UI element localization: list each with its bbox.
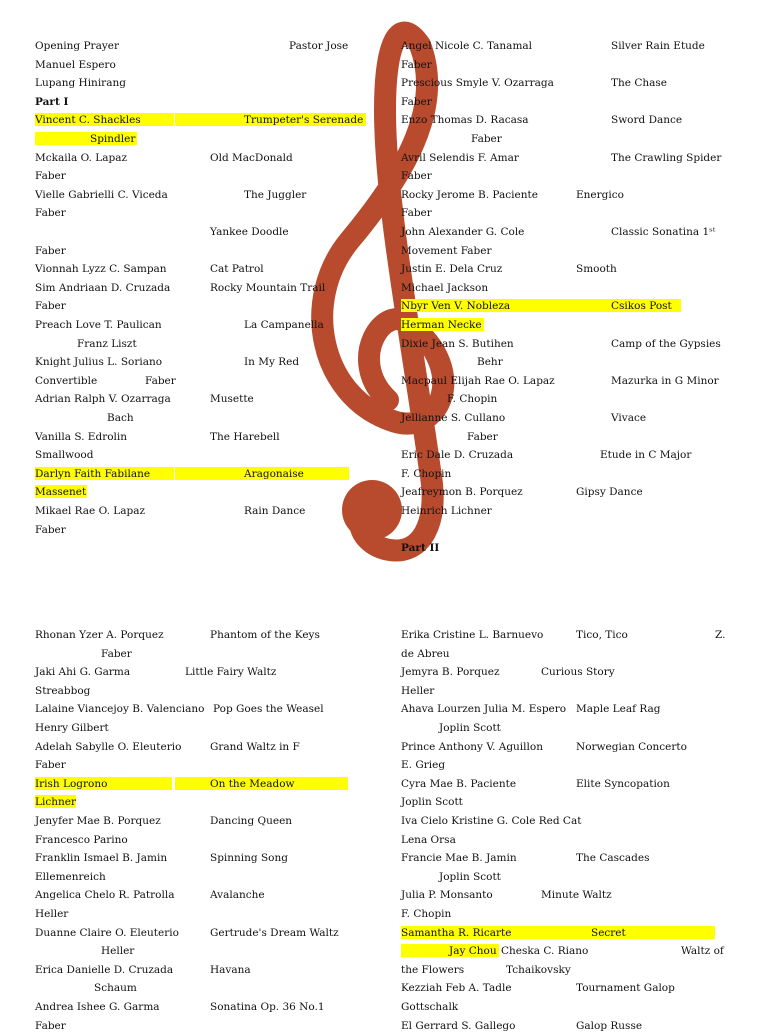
program-entry-composer [35, 447, 395, 463]
piece-title: Trumpeter's Serenade [244, 114, 364, 127]
program-entry [401, 224, 761, 240]
program-entry-composer [35, 168, 395, 184]
performer-name: Angelica Chelo R. Patrolla [35, 889, 175, 902]
program-entry [35, 187, 395, 203]
program-entry-composer [35, 683, 395, 699]
performer-name: Jeafreymon B. Porquez [401, 486, 523, 499]
composer-name: Ellemenreich [35, 870, 106, 883]
piece-title: Sword Dance [611, 114, 683, 127]
composer-name: Faber [35, 207, 66, 220]
performer-name: Vincent C. Shackles [35, 114, 141, 127]
performer-name: Iva Cielo Kristine G. Cole Red Cat [401, 815, 582, 827]
program-entry [401, 627, 761, 643]
program-entry [35, 112, 395, 128]
piece-title: Mazurka in G Minor [611, 374, 719, 387]
program-entry-composer [35, 832, 395, 848]
program-entry [35, 887, 395, 903]
piece-title: Silver Rain Etude [611, 40, 705, 52]
piece-title: Aragonaise [244, 467, 304, 480]
performer-name: Vielle Gabrielli C. Viceda [35, 188, 168, 201]
composer-name: Heller [101, 945, 135, 958]
piece-title: Tchaikovsky [506, 963, 571, 976]
performer-name: Eric Dale D. Cruzada [401, 449, 514, 462]
program-entry [35, 503, 395, 519]
program-entry-composer [35, 943, 395, 959]
piece-title: Norwegian Concerto [576, 740, 687, 753]
composer-name: Faber [35, 759, 66, 772]
performer-name: Angel Nicole C. Tanamal [401, 40, 533, 52]
piece-title: Camp of the Gypsies [611, 337, 721, 350]
piece-title: Avalanche [210, 889, 265, 902]
program-entry-composer [401, 94, 761, 110]
performer-name: Rhonan Yzer A. Porquez [35, 629, 164, 641]
program-entry [35, 354, 395, 370]
program-entry [35, 925, 395, 941]
composer-name: Faber [35, 1019, 66, 1032]
piece-title: Havana [210, 963, 251, 976]
composer-name: Faber [401, 95, 432, 108]
composer-name: Faber [35, 170, 66, 183]
program-entry-composer [35, 484, 395, 500]
piece-title: Secret [591, 926, 626, 939]
performer-name: Adrian Ralph V. Ozarraga [35, 393, 171, 406]
piece-title: Sonatina Op. 36 No.1 [210, 1001, 325, 1013]
piece-title: On the Meadow [210, 777, 295, 790]
piece-title: The Cascades [576, 852, 650, 865]
program-entry [35, 261, 395, 277]
piece-title: Classic Sonatina 1ˢᵗ [611, 226, 716, 238]
part-heading: Part II [401, 542, 440, 555]
program-entry-composer [35, 522, 395, 538]
program-entry [35, 999, 395, 1015]
composer-name: Movement Faber [401, 244, 492, 257]
performer-name: Franklin Ismael B. Jamin [35, 852, 168, 865]
program-entry [401, 112, 761, 128]
performer-name: Adelah Sabylle O. Eleuterio [35, 740, 182, 753]
program-entry [401, 410, 761, 426]
performer-name: John Alexander G. Cole [401, 226, 525, 238]
performer-name: Cheska C. Riano [501, 945, 589, 958]
composer-name: F. Chopin [401, 467, 452, 480]
program-entry [401, 850, 761, 866]
composer-name: Henry Gilbert [35, 722, 109, 734]
performer-name: Nbyr Ven V. Nobleza [401, 300, 511, 313]
performer-name: Sim Andriaan D. Cruzada [35, 281, 171, 294]
performer-name: Francie Mae B. Jamin [401, 852, 517, 865]
program-entry-composer [35, 720, 395, 736]
program-entry-composer [401, 906, 761, 922]
program-entry [35, 739, 395, 755]
performer-name: Erica Danielle D. Cruzada [35, 963, 174, 976]
piece-title: Minute Waltz [541, 889, 612, 902]
piece-title: Csikos Post [611, 300, 672, 313]
program-entry-composer [35, 980, 395, 996]
composer-name: Lena Orsa [401, 833, 456, 846]
program-entry-composer [401, 354, 761, 370]
program-entry [401, 38, 761, 54]
program-entry-composer [401, 646, 761, 662]
program-entry [35, 701, 395, 717]
piece-title: Old MacDonald [210, 151, 293, 164]
composer-name: Herman Necke [401, 319, 482, 331]
program-entry-composer [401, 205, 761, 221]
composer-name: Franz Liszt [77, 337, 137, 350]
piece-title: Galop Russe [576, 1019, 643, 1032]
program-entry-composer [401, 317, 761, 333]
piece-title: Dancing Queen [210, 815, 293, 827]
piece-title: Cat Patrol [210, 263, 264, 276]
performer-name: Kezziah Feb A. Tadle [401, 982, 512, 995]
program-entry [401, 261, 761, 277]
composer-name: de Abreu [401, 647, 450, 660]
composer-name: Michael Jackson [401, 281, 489, 294]
program-entry-composer [35, 869, 395, 885]
program-entry [401, 484, 761, 500]
performer-name: Knight Julius L. Soriano [35, 356, 163, 369]
program-line [35, 57, 395, 73]
performer-name: Jenyfer Mae B. Porquez [35, 815, 161, 827]
composer-name: Spindler [90, 133, 136, 145]
composer-name: Joplin Scott [401, 796, 463, 809]
piece-title: Curious Story [541, 666, 615, 679]
program-entry [401, 887, 761, 903]
piece-title: The Crawling Spider [611, 151, 722, 164]
program-entry [401, 813, 761, 829]
composer-name: Massenet [35, 486, 87, 499]
performer-name: Mckaila O. Lapaz [35, 151, 127, 164]
composer-name: Francesco Parino [35, 833, 128, 846]
program-entry-composer [401, 429, 761, 445]
program-entry [35, 150, 395, 166]
performer-name: Andrea Ishee G. Garma [35, 1001, 160, 1013]
composer-name: Heinrich Lichner [401, 505, 492, 517]
performer-name: Jellianne S. Cullano [401, 412, 506, 424]
program-entry [35, 627, 395, 643]
program-entry-composer [401, 57, 761, 73]
program-entry-composer [35, 906, 395, 922]
program-entry-composer [401, 280, 761, 296]
composer-name: Jay Chou [449, 945, 497, 958]
program-entry-composer [35, 794, 395, 810]
program-entry [35, 429, 395, 445]
piece-title: Phantom of the Keys [210, 629, 320, 641]
performer-name: Enzo Thomas D. Racasa [401, 114, 529, 127]
piece-title: Vivace [611, 412, 647, 424]
piece-title: Little Fairy Waltz [185, 666, 277, 679]
performer-name: Irish Logrono [35, 777, 108, 790]
piece-title: Rocky Mountain Trail [210, 281, 326, 294]
piece-title: Musette [210, 393, 254, 406]
piece-title: Pop Goes the Weasel [213, 703, 324, 716]
program-entry [401, 980, 761, 996]
program-entry [401, 925, 761, 941]
program-entry [401, 664, 761, 680]
program-entry-composer [401, 391, 761, 407]
program-entry [401, 150, 761, 166]
opening-item: Opening Prayer [35, 40, 119, 52]
piece-title: Rain Dance [244, 505, 306, 517]
piece-title: In My Red [244, 356, 300, 369]
performer-name: Darlyn Faith Fabilane [35, 467, 151, 480]
opening-item: Lupang Hinirang [35, 77, 126, 90]
program-line [35, 38, 395, 54]
performer-name: Preach Love T. Paulican [35, 319, 162, 331]
performer-name: Ahava Lourzen Julia M. Espero [401, 703, 567, 716]
program-entry-composer [401, 503, 761, 519]
performer-name: Duanne Claire O. Eleuterio [35, 926, 179, 939]
program-entry-composer [35, 1018, 395, 1034]
program-entry [35, 813, 395, 829]
program-entry [35, 466, 395, 482]
piece-title: Smooth [576, 263, 617, 276]
program-entry [35, 776, 395, 792]
program-line [35, 75, 395, 91]
piece-title: The Harebell [210, 430, 280, 443]
program-entry [35, 224, 395, 240]
performer-name: Erika Cristine L. Barnuevo [401, 629, 544, 641]
program-entry-composer [401, 794, 761, 810]
performer-name: Samantha R. Ricarte [401, 926, 512, 939]
performer-name: Avril Selendis F. Amar [401, 151, 519, 164]
program-entry-composer [401, 466, 761, 482]
piece-title: Maple Leaf Rag [576, 703, 661, 716]
composer-name: Faber [401, 170, 432, 183]
composer-name: Faber [401, 207, 432, 220]
program-entry-composer [35, 243, 395, 259]
composer-name: Lichner [35, 796, 76, 809]
program-entry [35, 664, 395, 680]
composer-name: Schaum [94, 982, 137, 995]
program-entry [35, 962, 395, 978]
program-entry-composer [35, 410, 395, 426]
piece-title: Grand Waltz in F [210, 740, 300, 753]
composer-name: Bach [107, 412, 134, 424]
piece-title: La Campanella [244, 319, 324, 331]
piece-title: The Chase [611, 77, 667, 90]
composer-name: Convertible [35, 374, 98, 387]
piece-title: Tico, Tico [576, 629, 628, 641]
composer-name: F. Chopin [401, 908, 452, 920]
program-entry-composer [401, 832, 761, 848]
composer-name: Faber [35, 300, 66, 313]
program-entry [401, 776, 761, 792]
part-heading: Part I [35, 95, 69, 108]
program-entry-composer [401, 168, 761, 184]
composer-name: F. Chopin [447, 393, 498, 406]
performer-name: Justin E. Dela Cruz [401, 263, 503, 276]
piece-title: The Juggler [244, 188, 307, 201]
performer-name: Prince Anthony V. Aguillon [401, 740, 543, 753]
composer-name: Behr [477, 356, 503, 369]
piece-title: Energico [576, 188, 624, 201]
program-entry-composer [401, 757, 761, 773]
performer-name: Macpaul Elijah Rae O. Lapaz [401, 374, 555, 387]
composer-name: Gottschalk [401, 1001, 459, 1013]
performer-name: Vanilla S. Edrolin [35, 430, 128, 443]
performer-name: Vionnah Lyzz C. Sampan [35, 263, 167, 276]
program-entry-composer [401, 720, 761, 736]
program-entry-composer [401, 999, 761, 1015]
opening-officiant: Manuel Espero [35, 58, 116, 71]
composer-name: Faber [471, 133, 502, 145]
performer-name: Jaki Ahi G. Garma [35, 666, 131, 679]
program-entry-composer [401, 131, 761, 147]
program-entry-composer [35, 131, 395, 147]
piece-title: Spinning Song [210, 852, 288, 865]
program-entry [401, 336, 761, 352]
program-entry-composer [35, 373, 395, 389]
composer-name: Joplin Scott [439, 722, 501, 734]
performer-name: Rocky Jerome B. Paciente [401, 188, 538, 201]
composer-name: Faber [145, 374, 176, 387]
performer-name: Cyra Mae B. Paciente [401, 777, 517, 790]
performer-name: Julia P. Monsanto [401, 889, 493, 902]
program-entry [401, 75, 761, 91]
program-entry [35, 317, 395, 333]
program-entry [401, 298, 761, 314]
composer-name: Z. [715, 629, 726, 641]
program-line [401, 540, 761, 556]
piece-title: Gipsy Dance [576, 486, 643, 499]
program-entry-composer [35, 757, 395, 773]
composer-name: Heller [401, 684, 435, 697]
composer-name: Faber [401, 58, 432, 71]
piece-title: Tournament Galop [576, 982, 675, 995]
piece-title: Etude in C Major [600, 449, 692, 462]
program-entry-composer [401, 943, 761, 959]
program-entry-composer [35, 336, 395, 352]
program-line [35, 94, 395, 110]
program-entry-composer [35, 298, 395, 314]
program-entry [401, 739, 761, 755]
composer-name: Faber [35, 523, 66, 536]
opening-officiant: Pastor Jose [289, 40, 349, 52]
piece-title: Waltz of [681, 945, 724, 958]
program-entry [401, 373, 761, 389]
performer-name: El Gerrard S. Gallego [401, 1019, 516, 1032]
program-entry [401, 701, 761, 717]
program-entry [401, 447, 761, 463]
program-entry [35, 850, 395, 866]
program-entry-composer [35, 205, 395, 221]
performer-name: Jemyra B. Porquez [401, 666, 500, 679]
composer-name: Smallwood [35, 449, 94, 462]
program-entry [35, 280, 395, 296]
program-entry-composer [401, 243, 761, 259]
piece-title: Gertrude's Dream Waltz [210, 926, 339, 939]
program-entry [35, 391, 395, 407]
performer-name: Prescious Smyle V. Ozarraga [401, 77, 554, 90]
program-entry-composer [401, 869, 761, 885]
composer-name: Faber [467, 430, 498, 443]
performer-name: Dixie Jean S. Butihen [401, 337, 514, 350]
performer-name: the Flowers [401, 963, 465, 976]
piece-title: Elite Syncopation [576, 777, 670, 790]
composer-name: Heller [35, 908, 69, 920]
performer-name: Lalaine Viancejoy B. Valenciano [35, 703, 205, 716]
program-entry [401, 1018, 761, 1034]
composer-name: E. Grieg [401, 759, 446, 772]
composer-name: Faber [101, 647, 132, 660]
composer-name: Faber [35, 244, 66, 257]
program-entry-composer [35, 646, 395, 662]
composer-name: Joplin Scott [439, 870, 501, 883]
performer-name: Mikael Rae O. Lapaz [35, 505, 146, 517]
program-entry [401, 962, 761, 978]
piece-title: Yankee Doodle [210, 226, 289, 238]
program-entry [401, 187, 761, 203]
composer-name: Streabbog [35, 684, 91, 697]
program-entry-composer [401, 683, 761, 699]
